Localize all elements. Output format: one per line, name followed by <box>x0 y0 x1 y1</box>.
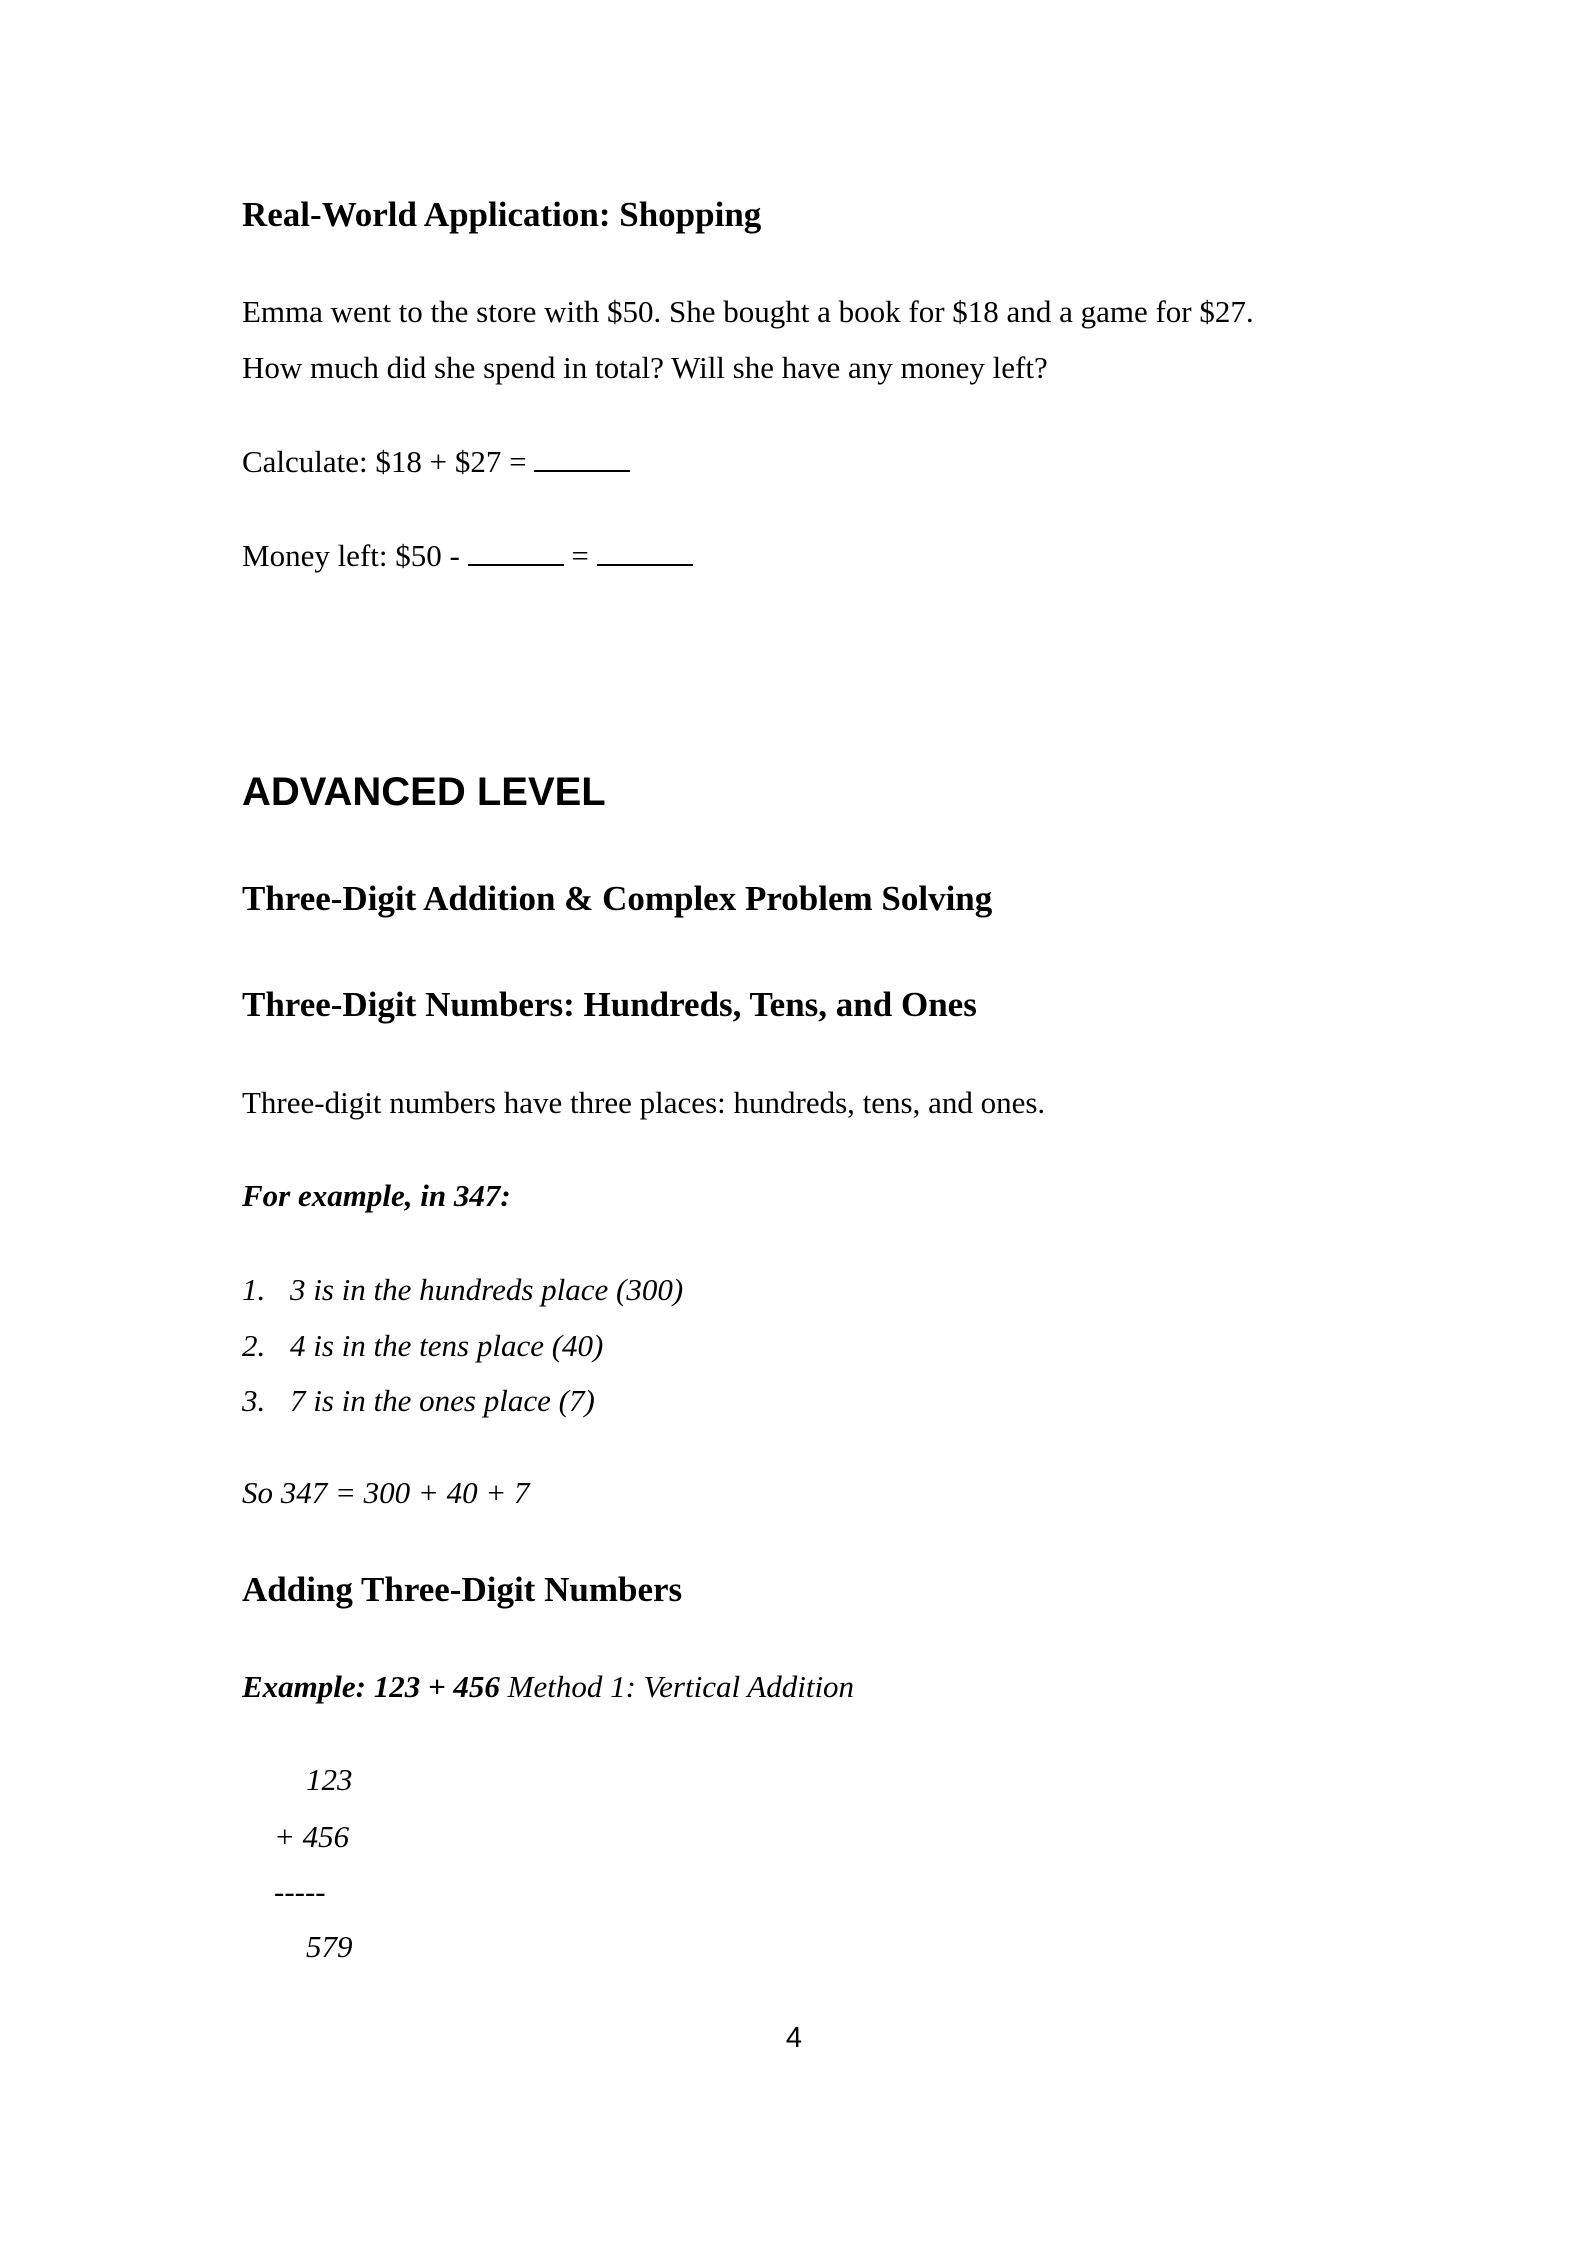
list-item <box>242 1385 595 1416</box>
money-left-label: Money left: $50 - <box>242 538 460 573</box>
advanced-level-heading: ADVANCED LEVEL <box>242 770 606 814</box>
vertical-sum: 579 <box>306 1929 353 1964</box>
place-value-intro: Three-digit numbers have three places: hundreds, tens, and ones. <box>242 1085 1046 1120</box>
list-number: 1. <box>242 1272 266 1307</box>
problem-text-line-2: How much did she spend in total? Will she have any money left? <box>242 350 1048 385</box>
method-label: Method 1: Vertical Addition <box>499 1669 855 1704</box>
answer-blank-spent <box>468 563 564 566</box>
vertical-example-line <box>242 1671 854 1702</box>
vertical-rule: ----- <box>274 1874 326 1909</box>
calculate-label: Calculate: $18 + $27 = <box>242 444 527 479</box>
place-value-heading: Three-Digit Numbers: Hundreds, Tens, and Ones <box>242 985 977 1024</box>
adding-heading: Adding Three-Digit Numbers <box>242 1570 683 1609</box>
shopping-heading: Real-World Application: Shopping <box>242 195 762 234</box>
list-number: 3. <box>242 1383 266 1418</box>
example-label: For example, in 347: <box>242 1178 511 1213</box>
place-value-summary: So 347 = 300 + 40 + 7 <box>242 1475 530 1510</box>
answer-blank-total <box>534 469 630 472</box>
list-item <box>242 1274 683 1305</box>
equals-sign: = <box>571 538 589 573</box>
list-number: 2. <box>242 1328 266 1363</box>
list-text: 7 is in the ones place (7) <box>290 1383 595 1418</box>
page-number: 4 <box>785 2022 803 2054</box>
example-expression: Example: 123 + 456 <box>242 1669 500 1704</box>
list-item <box>242 1330 603 1361</box>
problem-text-line-1: Emma went to the store with $50. She bought a book for $18 and a game for $27. <box>242 294 1254 329</box>
list-text: 3 is in the hundreds place (300) <box>290 1272 684 1307</box>
answer-blank-left <box>597 563 693 566</box>
list-text: 4 is in the tens place (40) <box>290 1328 604 1363</box>
advanced-subtitle: Three-Digit Addition & Complex Problem Solving <box>242 879 993 918</box>
vertical-addend-2: + 456 <box>274 1819 350 1854</box>
money-left-line <box>242 540 693 571</box>
vertical-addend-1: 123 <box>306 1762 353 1797</box>
calculate-line <box>242 446 630 477</box>
